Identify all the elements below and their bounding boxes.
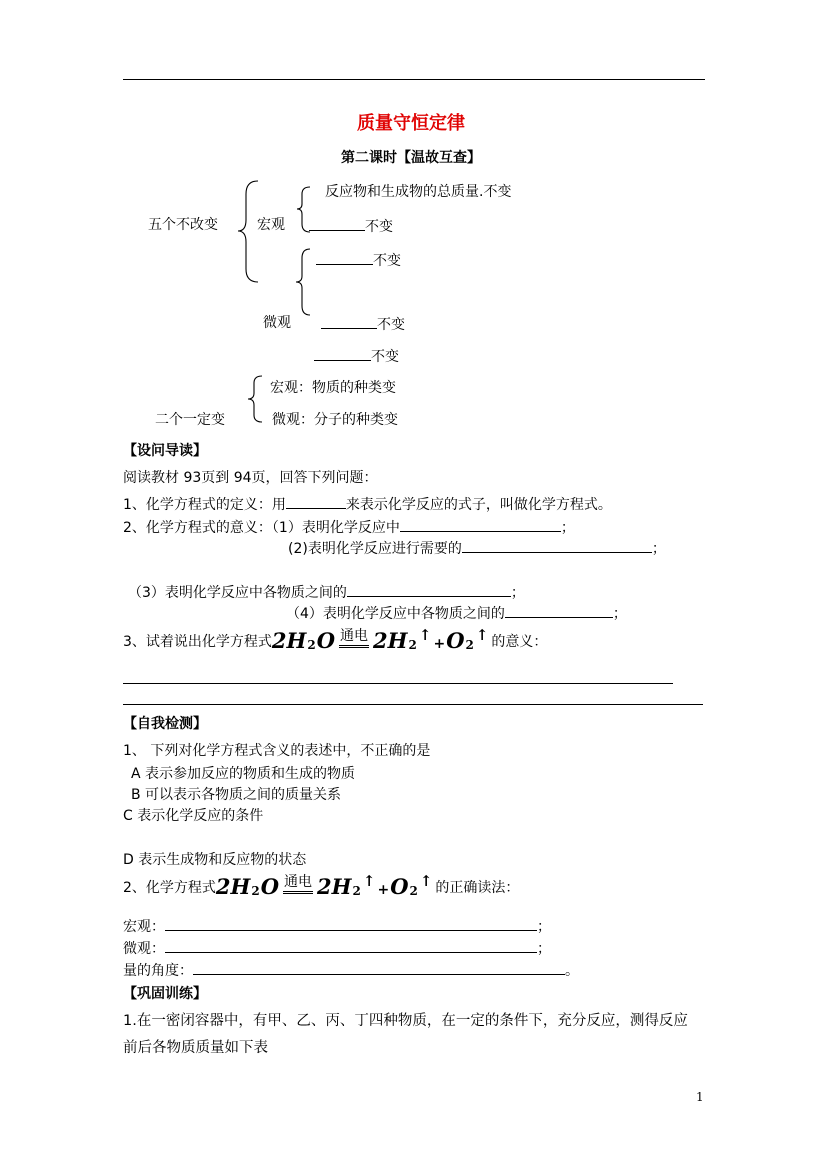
blank[interactable] [321, 316, 377, 329]
consolidation-q1-line1: 1.在一密闭容器中，有甲、乙、丙、丁四种物质，在一定的条件下，充分反应，测得反应 [123, 1013, 688, 1029]
five-unchanged-label: 五个不改变 [148, 217, 218, 233]
guide-q2-4: （4）表明化学反应中各物质之间的 ； [286, 606, 627, 622]
option-b[interactable]: B 可以表示各物质之间的质量关系 [131, 787, 342, 803]
blank[interactable] [314, 348, 371, 361]
macro-label: 宏观 [257, 217, 285, 233]
option-d[interactable]: D 表示生成物和反应物的状态 [123, 852, 307, 868]
page-number: 1 [696, 1090, 704, 1104]
brace-two-changes [246, 375, 266, 425]
blank[interactable] [165, 918, 537, 931]
guide-q3: 3、试着说出化学方程式 2 H 2 O 通电 2 H 2 ↑ + O 2 ↑ 的意义： [123, 626, 548, 653]
two-changes-label: 二个一定变 [155, 412, 225, 428]
reading-macro: 宏观： ； [123, 919, 551, 935]
header-rule [123, 79, 705, 80]
blank[interactable] [400, 519, 561, 532]
section-rule [123, 704, 703, 705]
answer-line[interactable] [123, 683, 673, 684]
micro-item-3: 不变 [314, 348, 399, 364]
micro-item-1: 不变 [316, 252, 401, 268]
chemical-equation: 2 H 2 O 通电 2 H 2 ↑ + O 2 ↑ [271, 626, 489, 653]
chemical-equation: 2 H 2 O 通电 2 H 2 ↑ + O 2 ↑ [215, 872, 433, 899]
guide-heading: 【设问导读】 [123, 443, 207, 459]
guide-q2-3: （3）表明化学反应中各物质之间的 ； [128, 585, 525, 601]
self-check-q2: 2、化学方程式 2 H 2 O 通电 2 H 2 ↑ + O 2 ↑ 的正确读法： [123, 872, 520, 899]
blank[interactable] [505, 605, 613, 618]
macro-item-1: 反应物和生成物的总质量.不变 [325, 184, 512, 200]
brace-micro [294, 248, 314, 318]
self-check-q1: 1、 下列对化学方程式含义的表述中，不正确的是 [123, 743, 431, 759]
blank[interactable] [165, 940, 537, 953]
blank[interactable] [347, 584, 511, 597]
micro-label: 微观 [263, 315, 291, 331]
guide-q1: 1、化学方程式的定义：用 来表示化学反应的式子，叫做化学方程式。 [123, 497, 612, 513]
reading-micro: 微观： ； [123, 941, 551, 957]
blank[interactable] [309, 218, 365, 231]
guide-q2-2: (2)表明化学反应进行需要的 ； [288, 541, 666, 557]
micro-item-2: 不变 [321, 316, 405, 332]
blank[interactable] [316, 252, 373, 265]
macro-change: 宏观：物质的种类变 [270, 380, 396, 396]
guide-intro: 阅读教材 93页到 94页，回答下列问题： [123, 470, 378, 486]
option-c[interactable]: C 表示化学反应的条件 [123, 808, 264, 824]
page-title: 质量守恒定律 [357, 113, 465, 134]
macro-item-2: 不变 [309, 218, 393, 234]
blank[interactable] [462, 540, 652, 553]
consolidation-q1-line2: 前后各物质质量如下表 [123, 1040, 268, 1056]
blank[interactable] [286, 496, 346, 509]
option-a[interactable]: A 表示参加反应的物质和生成的物质 [131, 766, 356, 782]
blank[interactable] [193, 962, 565, 975]
lesson-heading: 第二课时【温故互查】 [341, 150, 481, 166]
consolidation-heading: 【巩固训练】 [123, 986, 207, 1002]
micro-change: 微观：分子的种类变 [272, 412, 398, 428]
self-check-heading: 【自我检测】 [123, 716, 207, 732]
guide-q2-1: 2、化学方程式的意义：（1）表明化学反应中 ； [123, 520, 575, 536]
reading-quantity: 量的角度： 。 [123, 963, 579, 979]
